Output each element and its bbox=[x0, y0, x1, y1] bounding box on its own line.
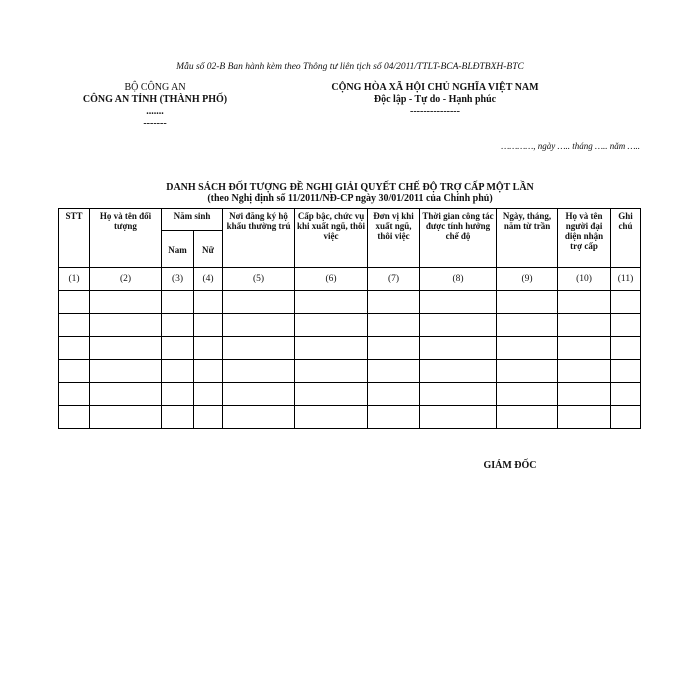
column-number: (9) bbox=[497, 268, 558, 291]
motto-divider: --------------- bbox=[410, 106, 460, 117]
col-header-birth-year: Năm sinh bbox=[162, 209, 223, 231]
column-number: (6) bbox=[295, 268, 368, 291]
table-row bbox=[59, 383, 641, 406]
column-number: (8) bbox=[420, 268, 497, 291]
issuing-agency-header bbox=[60, 82, 250, 130]
date-line: …………, ngày ….. tháng ….. năm ….. bbox=[501, 141, 640, 151]
beneficiary-table bbox=[58, 208, 641, 429]
signer-title: GIÁM ĐỐC bbox=[483, 460, 537, 471]
col-header-residence: Nơi đăng ký hộ khẩu thường trú bbox=[223, 209, 295, 268]
col-header-rank: Cấp bậc, chức vụ khi xuất ngũ, thôi việc bbox=[295, 209, 368, 268]
agency-dots: ....... bbox=[146, 106, 164, 117]
document-title bbox=[100, 182, 600, 204]
column-number: (4) bbox=[194, 268, 223, 291]
column-number: (2) bbox=[90, 268, 162, 291]
col-header-stt: STT bbox=[59, 209, 90, 268]
national-header bbox=[310, 82, 560, 118]
table-row bbox=[59, 406, 641, 429]
table-row bbox=[59, 360, 641, 383]
ministry-name: BỘ CÔNG AN bbox=[124, 82, 186, 93]
column-number: (1) bbox=[59, 268, 90, 291]
column-number: (3) bbox=[162, 268, 194, 291]
col-header-service-time: Thời gian công tác được tính hưởng chế độ bbox=[420, 209, 497, 268]
col-header-female: Nữ bbox=[194, 231, 223, 268]
column-number-row bbox=[59, 268, 641, 291]
provincial-police-name: CÔNG AN TỈNH (THÀNH PHỐ) bbox=[82, 94, 228, 105]
column-number: (7) bbox=[368, 268, 420, 291]
agency-divider: ------- bbox=[143, 118, 167, 129]
column-number: (10) bbox=[558, 268, 611, 291]
table-row bbox=[59, 337, 641, 360]
national-motto: Độc lập - Tự do - Hạnh phúc bbox=[373, 94, 497, 105]
country-name: CỘNG HÒA XÃ HỘI CHỦ NGHĨA VIỆT NAM bbox=[331, 82, 539, 93]
table-row bbox=[59, 291, 641, 314]
col-header-unit: Đơn vị khi xuất ngũ, thôi việc bbox=[368, 209, 420, 268]
form-reference: Mẫu số 02-B Ban hành kèm theo Thông tư liên tịch số 04/2011/TTLT-BCA-BLĐTBXH-BTC bbox=[176, 62, 524, 72]
title-main: DANH SÁCH ĐỐI TƯỢNG ĐỀ NGHỊ GIẢI QUYẾT CHẾ ĐỘ TRỢ CẤP MỘT LẦN bbox=[166, 182, 534, 193]
column-number: (11) bbox=[611, 268, 641, 291]
col-header-name: Họ và tên đối tượng bbox=[90, 209, 162, 268]
col-header-representative: Họ và tên người đại diện nhận trợ cấp bbox=[558, 209, 611, 268]
col-header-death-date: Ngày, tháng, năm từ trần bbox=[497, 209, 558, 268]
table-row bbox=[59, 314, 641, 337]
header-row bbox=[59, 209, 641, 231]
title-subtitle: (theo Nghị định số 11/2011/NĐ-CP ngày 30/01/2011 của Chính phủ) bbox=[207, 193, 493, 204]
column-number: (5) bbox=[223, 268, 295, 291]
col-header-note: Ghi chú bbox=[611, 209, 641, 268]
col-header-male: Nam bbox=[162, 231, 194, 268]
